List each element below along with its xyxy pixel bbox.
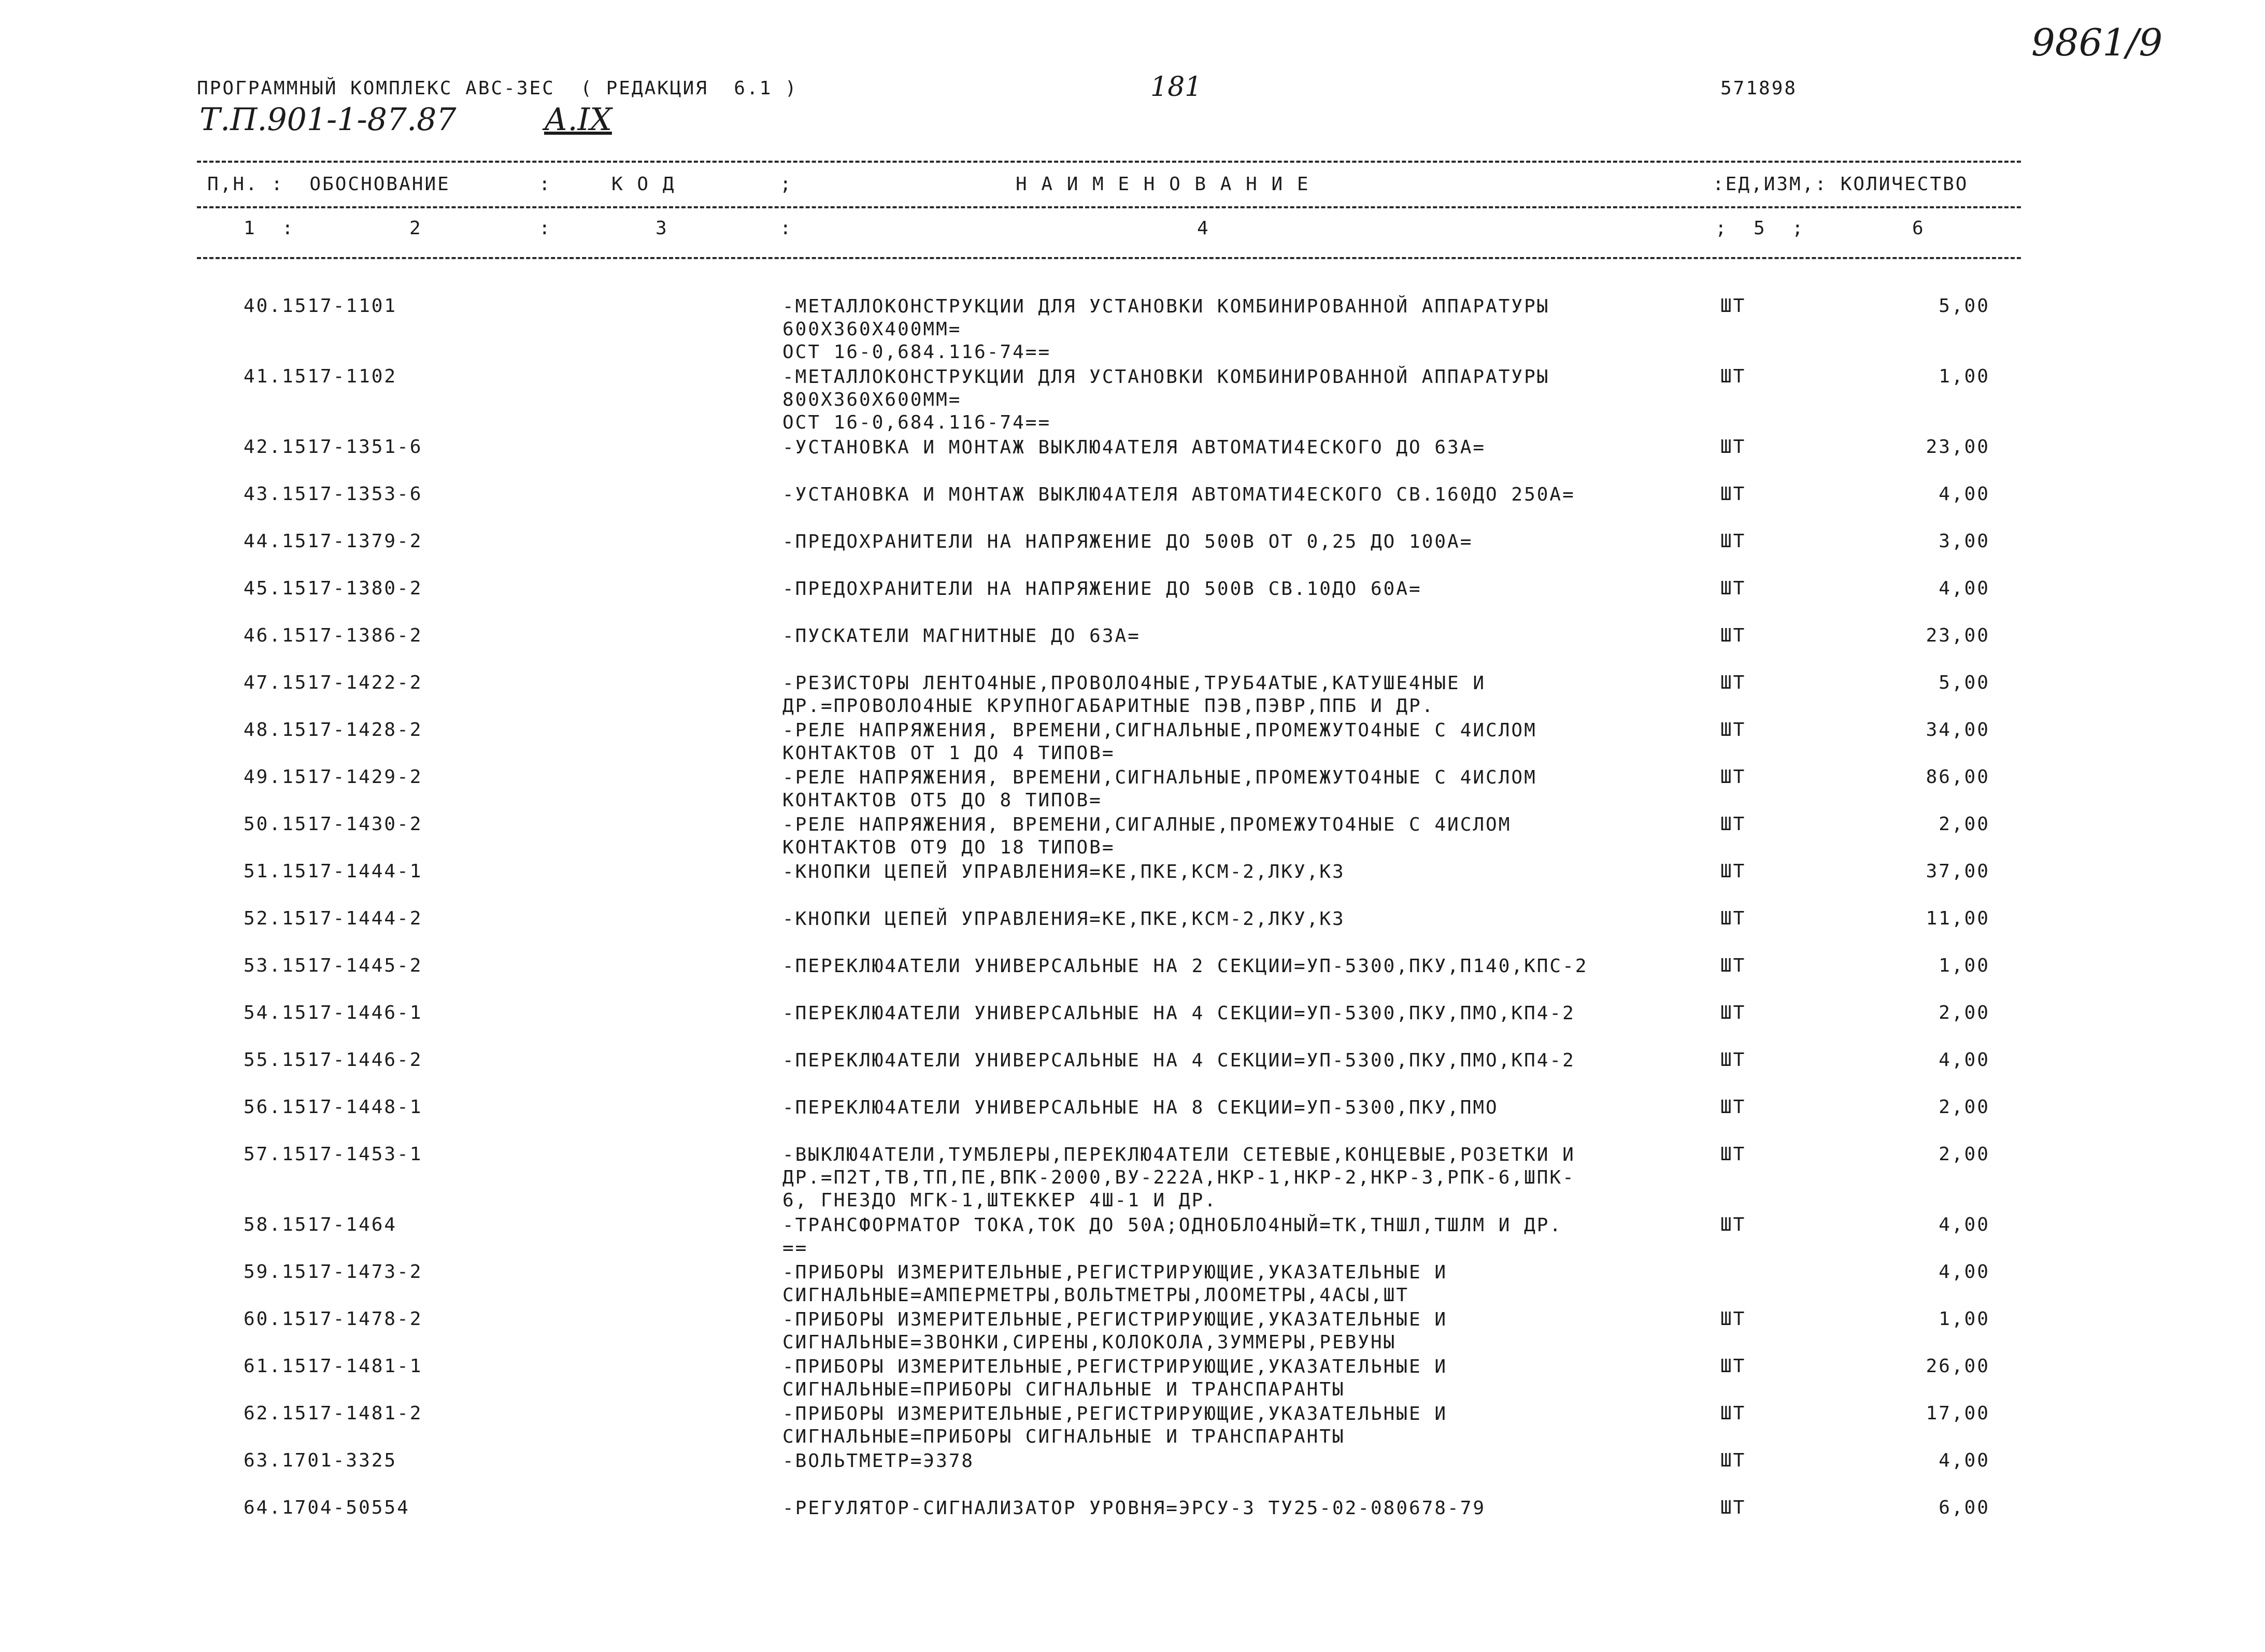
row-quantity: 4,00 (1939, 1261, 1990, 1283)
row-quantity: 1,00 (1939, 955, 1990, 976)
row-reference: 40.1517-1101 (244, 295, 397, 317)
table-row (0, 436, 2265, 478)
row-quantity: 5,00 (1939, 295, 1990, 317)
row-reference: 47.1517-1422-2 (244, 672, 423, 693)
table-row (0, 531, 2265, 572)
row-name: -ПЕРЕКЛЮ4АТЕЛИ УНИВЕРСАЛЬНЫЕ НА 2 СЕКЦИИ=УП-5300,ПКУ,П140,КПС-2 (782, 956, 1588, 977)
row-quantity: 2,00 (1939, 814, 1990, 835)
row-quantity: 23,00 (1926, 436, 1990, 458)
table-row (0, 625, 2265, 666)
row-name: -ПЕРЕКЛЮ4АТЕЛИ УНИВЕРСАЛЬНЫЕ НА 8 СЕКЦИИ=УП-5300,ПКУ,ПМО (782, 1097, 1499, 1118)
table-row (0, 814, 2265, 858)
row-unit: ШТ (1720, 295, 1746, 317)
row-quantity: 17,00 (1926, 1403, 1990, 1424)
row-quantity: 23,00 (1926, 625, 1990, 646)
row-unit: ШТ (1720, 908, 1746, 929)
row-reference: 56.1517-1448-1 (244, 1096, 423, 1118)
row-unit: ШТ (1720, 531, 1746, 552)
row-name: -ПРИБОРЫ ИЗМЕРИТЕЛЬНЫЕ,РЕГИСТРИРУЮЩИЕ,УКАЗАТЕЛЬНЫЕ И СИГНАЛЬНЫЕ=ЗВОНКИ,СИРЕНЫ,КОЛОКОЛА,ЗУММЕРЫ,РЕВУНЫ (782, 1309, 1448, 1353)
handwritten-album: А.IX (544, 102, 612, 138)
row-quantity: 86,00 (1926, 766, 1990, 788)
table-row (0, 672, 2265, 717)
row-quantity: 4,00 (1939, 1049, 1990, 1071)
row-quantity: 2,00 (1939, 1002, 1990, 1023)
row-quantity: 2,00 (1939, 1144, 1990, 1165)
row-name: -РЕЛЕ НАПРЯЖЕНИЯ, ВРЕМЕНИ,СИГНАЛЬНЫЕ,ПРОМЕЖУТО4НЫЕ С 4ИСЛОМ КОНТАКТОВ ОТ5 ДО 8 ТИПОВ= (782, 767, 1537, 811)
row-name: -ПРЕДОХРАНИТЕЛИ НА НАПРЯЖЕНИЕ ДО 500В СВ.10ДО 60А= (782, 578, 1422, 600)
program-title: ПРОГРАММНЫЙ КОМПЛЕКС АВС-3ЕС ( РЕДАКЦИЯ 6.1 ) (197, 78, 798, 99)
row-reference: 53.1517-1445-2 (244, 955, 423, 976)
row-unit: ШТ (1720, 766, 1746, 788)
row-quantity: 4,00 (1939, 483, 1990, 505)
row-quantity: 4,00 (1939, 578, 1990, 599)
row-reference: 42.1517-1351-6 (244, 436, 423, 458)
table-row (0, 1002, 2265, 1044)
table-row (0, 1403, 2265, 1447)
table-row (0, 295, 2265, 363)
table-row (0, 766, 2265, 811)
col-num-1: 1 : (244, 218, 295, 239)
row-quantity: 34,00 (1926, 719, 1990, 740)
row-quantity: 6,00 (1939, 1497, 1990, 1518)
row-name: -МЕТАЛЛОКОНСТРУКЦИИ ДЛЯ УСТАНОВКИ КОМБИНИРОВАННОЙ АППАРАТУРЫ 800Х360Х600ММ= ОСТ 16-0,684.116-74== (782, 366, 1550, 433)
row-name: -ПУСКАТЕЛИ МАГНИТНЫЕ ДО 63А= (782, 625, 1141, 647)
table-row (0, 366, 2265, 433)
row-unit: ШТ (1720, 1403, 1746, 1424)
row-unit: ШТ (1720, 1497, 1746, 1518)
table-row (0, 1497, 2265, 1539)
row-name: -РЕГУЛЯТОР-СИГНАЛИЗАТОР УРОВНЯ=ЭРСУ-3 ТУ25-02-080678-79 (782, 1498, 1486, 1519)
row-reference: 60.1517-1478-2 (244, 1308, 423, 1330)
row-unit: ШТ (1720, 483, 1746, 505)
page-number: 181 (1150, 72, 1202, 103)
corner-sheet-number: 9861/9 (2031, 21, 2163, 64)
row-name: -ПЕРЕКЛЮ4АТЕЛИ УНИВЕРСАЛЬНЫЕ НА 4 СЕКЦИИ=УП-5300,ПКУ,ПМО,КП4-2 (782, 1003, 1575, 1024)
row-unit: ШТ (1720, 1096, 1746, 1118)
table-row (0, 1144, 2265, 1211)
table-row (0, 1450, 2265, 1491)
row-reference: 52.1517-1444-2 (244, 908, 423, 929)
row-unit: ШТ (1720, 1214, 1746, 1235)
row-name: -ПРИБОРЫ ИЗМЕРИТЕЛЬНЫЕ,РЕГИСТРИРУЮЩИЕ,УКАЗАТЕЛЬНЫЕ И СИГНАЛЬНЫЕ=АМПЕРМЕТРЫ,ВОЛЬТМЕТРЫ,ЛООМЕТРЫ,4АСЫ,ШТ (782, 1262, 1448, 1306)
row-quantity: 4,00 (1939, 1450, 1990, 1471)
row-name: -РЕЗИСТОРЫ ЛЕНТО4НЫЕ,ПРОВОЛО4НЫЕ,ТРУБ4АТЫЕ,КАТУШЕ4НЫЕ И ДР.=ПРОВОЛО4НЫЕ КРУПНОГАБАРИТНЫЕ ПЭВ,ПЭВР,ППБ И ДР. (782, 673, 1486, 717)
row-reference: 45.1517-1380-2 (244, 578, 423, 599)
row-quantity: 1,00 (1939, 1308, 1990, 1330)
row-reference: 63.1701-3325 (244, 1450, 397, 1471)
row-unit: ШТ (1720, 672, 1746, 693)
row-quantity: 37,00 (1926, 861, 1990, 882)
table-row (0, 1214, 2265, 1259)
row-unit: ШТ (1720, 366, 1746, 387)
table-row (0, 483, 2265, 525)
row-name: -ПРИБОРЫ ИЗМЕРИТЕЛЬНЫЕ,РЕГИСТРИРУЮЩИЕ,УКАЗАТЕЛЬНЫЕ И СИГНАЛЬНЫЕ=ПРИБОРЫ СИГНАЛЬНЫЕ И ТРАНСПАРАНТЫ (782, 1356, 1448, 1400)
row-name: -РЕЛЕ НАПРЯЖЕНИЯ, ВРЕМЕНИ,СИГНАЛЬНЫЕ,ПРОМЕЖУТО4НЫЕ С 4ИСЛОМ КОНТАКТОВ ОТ 1 ДО 4 ТИПОВ= (782, 720, 1537, 764)
row-reference: 55.1517-1446-2 (244, 1049, 423, 1071)
row-reference: 62.1517-1481-2 (244, 1403, 423, 1424)
row-unit: ШТ (1720, 1002, 1746, 1023)
table-row (0, 908, 2265, 949)
col-header-unit-qty: :ЕД,ИЗМ,: КОЛИЧЕСТВО (1713, 174, 1969, 195)
col-num-5: ; 5 ; (1715, 218, 1805, 239)
col-num-4: 4 (1197, 218, 1210, 239)
row-reference: 59.1517-1473-2 (244, 1261, 423, 1283)
row-name: -ВОЛЬТМЕТР=Э378 (782, 1450, 975, 1472)
table-row (0, 1308, 2265, 1353)
col-num-sep2: : (780, 218, 793, 239)
row-reference: 49.1517-1429-2 (244, 766, 423, 788)
table-row (0, 1096, 2265, 1138)
col-header-reference: П,Н. : ОБОСНОВАНИЕ (207, 174, 450, 195)
table-row (0, 578, 2265, 619)
col-num-2: 2 (409, 218, 422, 239)
col-header-sep2: ; (780, 174, 793, 195)
row-quantity: 4,00 (1939, 1214, 1990, 1235)
row-name: -ТРАНСФОРМАТОР ТОКА,ТОК ДО 50А;ОДНОБЛО4НЫЙ=ТК,ТНШЛ,ТШЛМ И ДР. == (782, 1215, 1563, 1259)
row-name: -КНОПКИ ЦЕПЕЙ УПРАВЛЕНИЯ=КЕ,ПКЕ,КСМ-2,ЛКУ,КЗ (782, 861, 1345, 882)
table-row (0, 1261, 2265, 1306)
row-unit: ШТ (1720, 861, 1746, 882)
col-num-6: 6 (1912, 218, 1925, 239)
row-name: -КНОПКИ ЦЕПЕЙ УПРАВЛЕНИЯ=КЕ,ПКЕ,КСМ-2,ЛКУ,КЗ (782, 908, 1345, 930)
row-name: -ПРЕДОХРАНИТЕЛИ НА НАПРЯЖЕНИЕ ДО 500В ОТ 0,25 ДО 100А= (782, 531, 1473, 552)
row-quantity: 11,00 (1926, 908, 1990, 929)
header-rule-top (197, 161, 2021, 163)
row-unit: ШТ (1720, 436, 1746, 458)
row-unit: ШТ (1720, 1356, 1746, 1377)
row-quantity: 5,00 (1939, 672, 1990, 693)
row-name: -УСТАНОВКА И МОНТАЖ ВЫКЛЮ4АТЕЛЯ АВТОМАТИ4ЕСКОГО ДО 63А= (782, 437, 1486, 458)
header-rule-mid (197, 206, 2021, 208)
row-reference: 51.1517-1444-1 (244, 861, 423, 882)
header-rule-bottom (197, 257, 2021, 259)
row-reference: 46.1517-1386-2 (244, 625, 423, 646)
row-unit: ШТ (1720, 719, 1746, 740)
row-reference: 50.1517-1430-2 (244, 814, 423, 835)
row-quantity: 3,00 (1939, 531, 1990, 552)
row-name: -ПЕРЕКЛЮ4АТЕЛИ УНИВЕРСАЛЬНЫЕ НА 4 СЕКЦИИ=УП-5300,ПКУ,ПМО,КП4-2 (782, 1050, 1575, 1071)
table-row (0, 955, 2265, 996)
row-unit: ШТ (1720, 814, 1746, 835)
row-quantity: 26,00 (1926, 1356, 1990, 1377)
row-reference: 48.1517-1428-2 (244, 719, 423, 740)
handwritten-project-code: Т.П.901-1-87.87 (200, 102, 457, 138)
row-reference: 41.1517-1102 (244, 366, 397, 387)
row-unit: ШТ (1720, 1450, 1746, 1471)
row-name: -МЕТАЛЛОКОНСТРУКЦИИ ДЛЯ УСТАНОВКИ КОМБИНИРОВАННОЙ АППАРАТУРЫ 600Х360Х400ММ= ОСТ 16-0,684.116-74== (782, 296, 1550, 363)
row-reference: 64.1704-50554 (244, 1497, 410, 1518)
row-unit: ШТ (1720, 1049, 1746, 1071)
row-unit: ШТ (1720, 578, 1746, 599)
row-name: -ПРИБОРЫ ИЗМЕРИТЕЛЬНЫЕ,РЕГИСТРИРУЮЩИЕ,УКАЗАТЕЛЬНЫЕ И СИГНАЛЬНЫЕ=ПРИБОРЫ СИГНАЛЬНЫЕ И ТРАНСПАРАНТЫ (782, 1403, 1448, 1447)
row-name: -ВЫКЛЮ4АТЕЛИ,ТУМБЛЕРЫ,ПЕРЕКЛЮ4АТЕЛИ СЕТЕВЫЕ,КОНЦЕВЫЕ,РОЗЕТКИ И ДР.=П2Т,ТВ,ТП,ПЕ,ВПК-2000,ВУ-222А,НКР-1,НКР-2,НКР-3,РПК-6,ШПК- 6, ГНЕЗДО МГК-1,ШТЕККЕР 4Ш-1 И ДР. (782, 1144, 1575, 1211)
row-quantity: 2,00 (1939, 1096, 1990, 1118)
row-unit: ШТ (1720, 625, 1746, 646)
table-row (0, 719, 2265, 764)
row-name: -РЕЛЕ НАПРЯЖЕНИЯ, ВРЕМЕНИ,СИГАЛНЫЕ,ПРОМЕЖУТО4НЫЕ С 4ИСЛОМ КОНТАКТОВ ОТ9 ДО 18 ТИПОВ= (782, 814, 1512, 858)
row-unit: ШТ (1720, 1144, 1746, 1165)
table-row (0, 1049, 2265, 1091)
row-unit: ШТ (1720, 955, 1746, 976)
col-header-sep: : (539, 174, 552, 195)
table-row (0, 1356, 2265, 1400)
row-quantity: 1,00 (1939, 366, 1990, 387)
col-header-code: К О Д (611, 174, 676, 195)
row-name: -УСТАНОВКА И МОНТАЖ ВЫКЛЮ4АТЕЛЯ АВТОМАТИ4ЕСКОГО СВ.160ДО 250А= (782, 484, 1575, 505)
row-reference: 44.1517-1379-2 (244, 531, 423, 552)
row-reference: 43.1517-1353-6 (244, 483, 423, 505)
col-header-name: Н А И М Е Н О В А Н И Е (1016, 174, 1310, 195)
col-num-3: 3 (656, 218, 668, 239)
row-reference: 54.1517-1446-1 (244, 1002, 423, 1023)
row-reference: 58.1517-1464 (244, 1214, 397, 1235)
col-num-sep: : (539, 218, 552, 239)
row-reference: 57.1517-1453-1 (244, 1144, 423, 1165)
row-unit: ШТ (1720, 1308, 1746, 1330)
document-number: 571898 (1720, 78, 1798, 99)
table-row (0, 861, 2265, 902)
row-reference: 61.1517-1481-1 (244, 1356, 423, 1377)
